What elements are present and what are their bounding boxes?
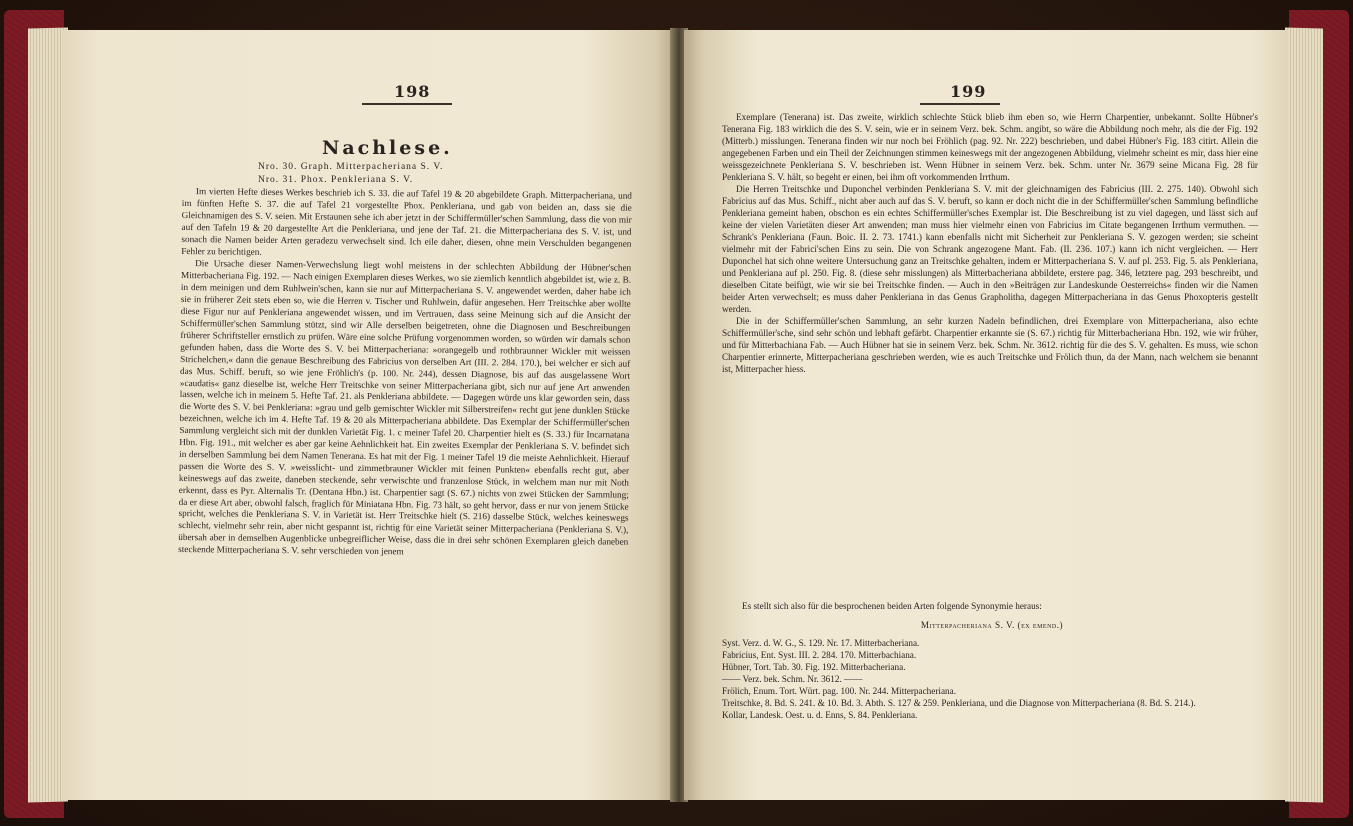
paragraph: Exemplare (Tenerana) ist. Das zweite, wirklich schlechte Stück blieb ihm eben so, wie Herrn Charpentier, unbekannt. Sollte Hübner's Tenerana Fig. 183 wirklich die des S. V. sein, wie er in seinem Verz. bek. Schm. angibt, so wäre die Abbildung noch mehr, als die der Fig. 192 (Mitterb.) misslungen. Tenerana finden wir nur noch bei Fröhlich (pag. 92. Nr. 222) beschrieben, und dabei Hübner's Fig. 183 citirt. Allein die angegebenen Farben und ein Theil der Zeichnungen stimmen keineswegs mit der angezogenen Abbildung, vielmehr scheint es mir, dass hier eine weissgezeichnete Penkleriana S. V. beschrieben ist. Wenn Hübner in seinem Verz. bek. Schm. unter Nr. 3679 seine Micana Fig. 28 für Penkleriana S. V. hält, so begeht er einen, bei ihm oft vorkommenden Irrthum.	[722, 112, 1258, 182]
paragraph: Die in der Schiffermüller'schen Sammlung, an sehr kurzen Nadeln befindlichen, drei Exemplare von Mitterpacheriana, also echte Schiffermüller'sche, sind sehr schön und lebhaft gefärbt. Charpentier erkannte sie (S. 67.) richtig für Mitterbacheriana Hbn. 192, wie wir früher, und für Mitterbachiana Fab. — Auch Hübner hat sie in seinem Verz. bek. Schm. Nr. 3612. richtig für die des S. V. gehalten. Es muss, wie schon Charpentier erinnerte, Mitterpacheriana geschrieben werden, wie es auch Treitschke und Frölich thun, da der Mann, nach welchem sie benannt ist, Mitterpacher hiess.	[722, 316, 1258, 375]
page-number: 199	[950, 82, 987, 101]
paragraph: Die Ursache dieser Namen-Verwechslung liegt wohl meistens in der schlechten Abbildung der Hübner'schen Mitterbacheriana Fig. 192. — Nach einigen Exemplaren dieses Werkes, wo sie ziemlich kenntlich abgebildet ist, wie z. B. in dem meinigen und dem Ruhlwein'schen, kann sie nur auf Mitterpacheriana S. V. angewendet werden, daher habe ich sie in früherer Zeit stets eben so, wie die Herren v. Tischer und Ruhlwein, dafür angesehen. Herr Treitschke aber wollte diese Figur nur auf Penkleriana angewendet wissen, und im Vertrauen, dass seine Meinung sich auf die Ansicht der Schiffermüller'schen Sammlung stützt, sind wir Alle derselben beigetreten, ohne die Diagnosen und Beschreibungen früherer Schriftsteller ernstlich zu prüfen. Wäre eine solche Prüfung vorgenommen worden, so würden wir damals schon gefunden haben, dass die Worte des S. V. bei Mitterpacheriana: »orangegelb und rothbraunner Wickler mit weissen Strichelchen,« dann die genaue Beschreibung des Fabricius von derselben Art (III. 2. 284. 170.), bei welcher er sich auf das Mus. Schiff. beruft, so wie jene Fröhlich's (p. 100. Nr. 244), dessen Diagnose, bis auf das ausgelassene Wort »caudatis« ganz dieselbe ist, welche Herr Treitschke von seiner Mitterpacheriana gibt, sich nur auf jene Art anwenden lassen, welche ich in meinem 5. Hefte Taf. 21. als Penkleriana abbildete. — Dagegen würde uns klar geworden sein, dass die Worte des S. V. bei Penkleriana: »grau und gelb gemischter Wickler mit Silberstreifen« recht gut jene dunklen Stücke bezeichnen, welche ich im 4. Hefte Taf. 19 & 20 als Mitterpacheriana abbildete. Das Exemplar der Schiffermüller'schen Sammlung vergleicht sich mit der dunklen Varietät Fig. 1. c meiner Tafel 20. Charpentier hielt es (S. 33.) für Incarnatana Hbn. Fig. 191., mit welcher es aber gar keine Aehnlichkeit hat. Ein zweites Exemplar der Penkleriana S. V. befindet sich in derselben Sammlung bei dem Namen Tenerana. Es hat mit der Fig. 1 meiner Tafel 19 die meiste Aehnlichkeit. Hierauf passen die Worte des S. V. »weisslicht- und zimmetbrauner Wickler mit feinen Punkten« ebenfalls recht gut, aber keineswegs auf das zweite, daneben steckende, sehr verwischte und franzenlose Stück, in welchem man nur mit Noth erkennt, dass es Pyr. Alternalis Tr. (Dentana Hbn.) ist. Charpentier sagt (S. 67.) nichts von zwei Stücken der Sammlung; da er diese Art aber, obwohl falsch, fraglich für Miniatana Hbn. Fig. 73 hält, so geht hervor, dass er nur von jenem Stücke spricht, welches die Penkleriana S. V. in Varietät ist. Herr Treitschke hielt (S. 216) dasselbe Stück, welches keineswegs schlecht, vielmehr sehr rein, aber nicht gespannt ist, richtig für eine Varietät seiner Mitterpacheriana (Penkleriana S. V.), übersah aber in demselben Augenblicke unbegreiflicher Weise, dass die in drei sehr schönen Exemplaren gleich daneben steckende Mitterpacheriana S. V. sehr verschieden von jenem	[178, 258, 632, 557]
synonymy-line: Frölich, Enum. Tort. Würt. pag. 100. Nr. 244. Mitterpacheriana.	[722, 686, 957, 696]
body-text	[722, 112, 1258, 377]
page-number-rule	[920, 103, 1000, 105]
paragraph: Die Herren Treitschke und Duponchel verbinden Penkleriana S. V. mit der gleichnamigen des Fabricius (III. 2. 275. 140). Obwohl sich Fabricius auf das Mus. Schiff., nicht aber auch auf das S. V. beruft, so kann er doch nicht die in der Schiffermüller'schen Sammlung befindliche Penkleriana gemeint haben, obschon es ein echtes Schiffermüller'sches Exemplar ist. Die Beschreibung ist zu viel dagegen, und lässt sich auf keine der vielen Varietäten dieser Art anwenden; man muss hier vielmehr einen von Fabricius im Citate begangenen Irrthum vermuthen. — Schrank's Penkleriana (Faun. Boic. II. 2. 73. 1741.) kann ebenfalls nicht mit Sicherheit zur Penkleriana S. V. gezogen werden; sie scheint vielmehr mit der Fabrici'schen Eins zu sein. Die von Schrank angezogene Mant. Fab. (II. 236. 107.) kann ich nicht vergleichen. — Herr Duponchel hat sich ohne weitere Untersuchung ganz an Treitschke gehalten, indem er Mitterpacheriana S. V. auf pl. 253. Fig. 5. als Penkleriana, und Penkleriana auf pl. 250. Fig. 8. (diese sehr misslungen) als Mitterbacheriana abbildete, erstere pag. 346, letztere pag. 293 beschreibt, und dieselben Citate beifügt, wie wir sie bei Treitschke finden. — Auch in den »Beiträgen zur Landeskunde Oesterreichs« finden wir die Namen beider Arten verwechselt; es muss daher Penkleriana in das Genus Grapholitha, dagegen Mitterpacheriana in das Genus Phoxopteris gestellt werden.	[722, 184, 1258, 314]
entry-line: Nro. 31. Phox. Penkleriana S. V.	[258, 175, 414, 185]
entry-line: Nro. 30. Graph. Mitterpacheriana S. V.	[258, 162, 444, 172]
synonymy-line: Fabricius, Ent. Syst. III. 2. 284. 170. Mitterbachiana.	[722, 650, 917, 660]
synonymy-block	[722, 600, 1262, 721]
synonymy-line: —— Verz. bek. Schm. Nr. 3612. ——	[722, 674, 863, 684]
synonymy-line: Treitschke, 8. Bd. S. 241. & 10. Bd. 3. Abth. S. 127 & 259. Penkleriana, und die Diagnose von Mitterpacheriana (8. Bd. S. 214.).	[722, 698, 1196, 708]
synonymy-line: Kollar, Landesk. Oest. u. d. Enns, S. 84. Penkleriana.	[722, 710, 918, 720]
body-text	[178, 186, 632, 562]
synonymy-line: Hübner, Tort. Tab. 30. Fig. 192. Mitterbacheriana.	[722, 662, 906, 672]
page-number: 198	[394, 82, 431, 101]
section-heading: Nachlese.	[322, 137, 453, 159]
right-page	[684, 30, 1288, 800]
synonymy-line: Syst. Verz. d. W. G., S. 129. Nr. 17. Mitterbacheriana.	[722, 638, 920, 648]
left-page	[62, 30, 674, 800]
paragraph: Im vierten Hefte dieses Werkes beschrieb ich S. 33. die auf Tafel 19 & 20 abgebildete Graph. Mitterpacheriana, und im fünften Hefte S. 37. die auf Tafel 21 vorgestellte Phox. Penkleriana, und gab von beiden an, dass sie die Gleichnamigen des S. V. seien. Mit Erstaunen sehe ich aber jetzt in der Schiffermüller'schen Sammlung, dass die von mir auf den Tafeln 19 & 20 dargestellte Art die Penkleriana, und jene der Taf. 21. die Mitterpacheriana des S. V. ist, und sonach die Namen beider Arten geradezu verwechselt sind. Ich eile daher, diesen, ohne mein Verschulden begangenen Fehler zu berichtigen.	[181, 186, 632, 257]
right-page-edges	[1285, 28, 1323, 803]
page-number-rule	[362, 103, 452, 105]
synonymy-heading: Mitterpacheriana S. V. (ex emend.)	[920, 620, 1064, 630]
synonymy-lead: Es stellt sich also für die besprochenen beiden Arten folgende Synonymie heraus:	[742, 601, 1042, 611]
